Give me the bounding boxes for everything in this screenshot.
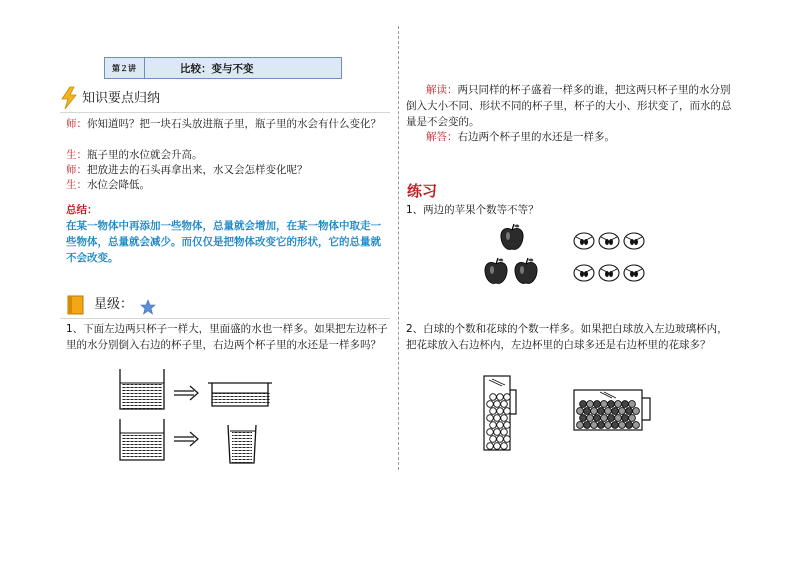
- flower-ball: [612, 408, 619, 415]
- white-ball: [504, 394, 511, 401]
- flower-ball: [629, 415, 636, 422]
- cups-diagram: [112, 365, 282, 477]
- flower-ball: [587, 401, 594, 408]
- apple-half-icon: [624, 233, 644, 249]
- flower-ball: [598, 422, 605, 429]
- section-divider: [60, 318, 390, 319]
- interpretation-block: [406, 82, 736, 130]
- flower-ball: [629, 401, 636, 408]
- white-ball: [490, 436, 497, 443]
- interpret-text: 两只同样的杯子盛着一样多的谁，把这两只杯子里的水分别倒入大小不同、形状不同的杯子里，杯子的大小、形状变了，而水的总量是不会变的。: [406, 84, 732, 128]
- flower-ball: [577, 422, 584, 429]
- apples-diagram: [478, 222, 668, 290]
- arrow-right-icon: [174, 386, 198, 400]
- dialog-line-4: [66, 178, 392, 193]
- flower-ball: [633, 408, 640, 415]
- apple-half-icon: [624, 265, 644, 281]
- flower-ball: [626, 422, 633, 429]
- white-ball: [504, 422, 511, 429]
- flower-ball: [605, 422, 612, 429]
- flower-ball: [619, 408, 626, 415]
- answer-block: [426, 130, 736, 145]
- white-ball: [504, 436, 511, 443]
- apple-icon: [515, 258, 537, 283]
- right-cup-narrow: [228, 425, 256, 463]
- white-ball: [490, 422, 497, 429]
- white-ball: [490, 394, 497, 401]
- apple-half-icon: [599, 265, 619, 281]
- white-ball: [494, 415, 501, 422]
- dialog-line-1: [66, 117, 392, 132]
- left-cup-bottom: [120, 419, 164, 460]
- practice-question-2: 2、白球的个数和花球的个数一样多。如果把白球放入左边玻璃杯内，把花球放入右边杯内，左边杯里的白球多还是右边杯里的花球多？: [406, 323, 728, 351]
- apple-halves: [574, 233, 644, 281]
- white-ball: [494, 401, 501, 408]
- white-ball: [487, 443, 494, 450]
- flower-ball: [619, 422, 626, 429]
- flower-ball: [577, 408, 584, 415]
- flower-ball: [622, 401, 629, 408]
- white-ball: [501, 401, 508, 408]
- flower-ball: [591, 408, 598, 415]
- speaker-label: 师：: [66, 118, 87, 130]
- interpret-label: 解读：: [426, 84, 458, 96]
- speaker-label: 师：: [66, 164, 87, 176]
- apple-half-icon: [574, 265, 594, 281]
- white-ball: [487, 401, 494, 408]
- right-cup-wide: [208, 383, 272, 406]
- flower-ball: [594, 401, 601, 408]
- ball-cups-diagram: [478, 366, 658, 456]
- speaker-label: 生：: [66, 149, 87, 161]
- apple-half-icon: [574, 233, 594, 249]
- left-glass-cup: [484, 376, 516, 450]
- apple-icon: [501, 224, 523, 249]
- flower-ball: [633, 422, 640, 429]
- dialog-line-2: [66, 148, 392, 163]
- apple-half-icon: [599, 233, 619, 249]
- flower-ball: [605, 408, 612, 415]
- arrow-right-icon: [174, 432, 198, 446]
- speaker-label: 生：: [66, 179, 87, 191]
- practice-question-1: 1、两边的苹果个数等不等？: [406, 204, 539, 216]
- flower-ball: [580, 415, 587, 422]
- flower-ball: [601, 401, 608, 408]
- flower-ball: [587, 415, 594, 422]
- white-ball: [494, 443, 501, 450]
- page-divider: [398, 26, 399, 470]
- flower-ball: [626, 408, 633, 415]
- practice-heading: 练习: [407, 182, 438, 200]
- apple-icon: [485, 258, 507, 283]
- dialog-text: 水位会降低。: [87, 179, 150, 191]
- left-cup-top: [120, 369, 164, 409]
- white-ball: [497, 394, 504, 401]
- flower-ball: [615, 415, 622, 422]
- lesson-number: 第２讲: [104, 57, 145, 79]
- dialog-line-3: [66, 163, 392, 178]
- white-ball: [501, 443, 508, 450]
- flower-ball: [594, 415, 601, 422]
- flower-ball: [615, 401, 622, 408]
- dialog-text: 你知道吗？把一块石头放进瓶子里，瓶子里的水会有什么变化？: [87, 118, 381, 130]
- flower-ball: [598, 408, 605, 415]
- answer-text: 右边两个杯子里的水还是一样多。: [457, 131, 615, 143]
- section-divider: [60, 112, 390, 113]
- flower-ball: [612, 422, 619, 429]
- white-ball: [497, 436, 504, 443]
- flower-ball: [608, 401, 615, 408]
- flower-ball: [584, 408, 591, 415]
- book-icon: [66, 294, 86, 316]
- answer-label: 解答：: [426, 131, 458, 143]
- lightning-icon: [60, 86, 78, 110]
- dialog-text: 把放进去的石头再拿出来，水又会怎样变化呢？: [87, 164, 308, 176]
- white-ball: [497, 408, 504, 415]
- flower-ball: [580, 401, 587, 408]
- flower-ball: [584, 422, 591, 429]
- summary-label: 总结：: [66, 204, 98, 216]
- white-ball: [501, 429, 508, 436]
- white-ball: [487, 429, 494, 436]
- white-ball: [497, 422, 504, 429]
- star-icon: [140, 299, 156, 315]
- flower-ball: [591, 422, 598, 429]
- white-ball: [490, 408, 497, 415]
- summary-text: 在某一物体中再添加一些物体，总量就会增加，在某一物体中取走一些物体，总量就会减少。而仅仅是把物体改变它的形状，它的总量就不会改变。: [66, 220, 381, 264]
- flower-ball: [608, 415, 615, 422]
- knowledge-heading: 知识要点归纳: [82, 91, 161, 106]
- dialog-text: 瓶子里的水位就会升高。: [87, 149, 203, 161]
- white-ball: [504, 408, 511, 415]
- white-ball: [494, 429, 501, 436]
- lesson-title: 比较：变与不变: [180, 62, 254, 75]
- question-1-text: 1、下面左边两只杯子一样大，里面盛的水也一样多。如果把左边杯子里的水分别倒入右边的杯子里，右边两个杯子里的水还是一样多吗？: [66, 323, 388, 351]
- white-ball: [487, 415, 494, 422]
- star-level-heading: 星级：: [94, 297, 134, 312]
- flower-ball: [622, 415, 629, 422]
- white-ball: [501, 415, 508, 422]
- flower-ball: [601, 415, 608, 422]
- right-glass-cup: [574, 390, 650, 430]
